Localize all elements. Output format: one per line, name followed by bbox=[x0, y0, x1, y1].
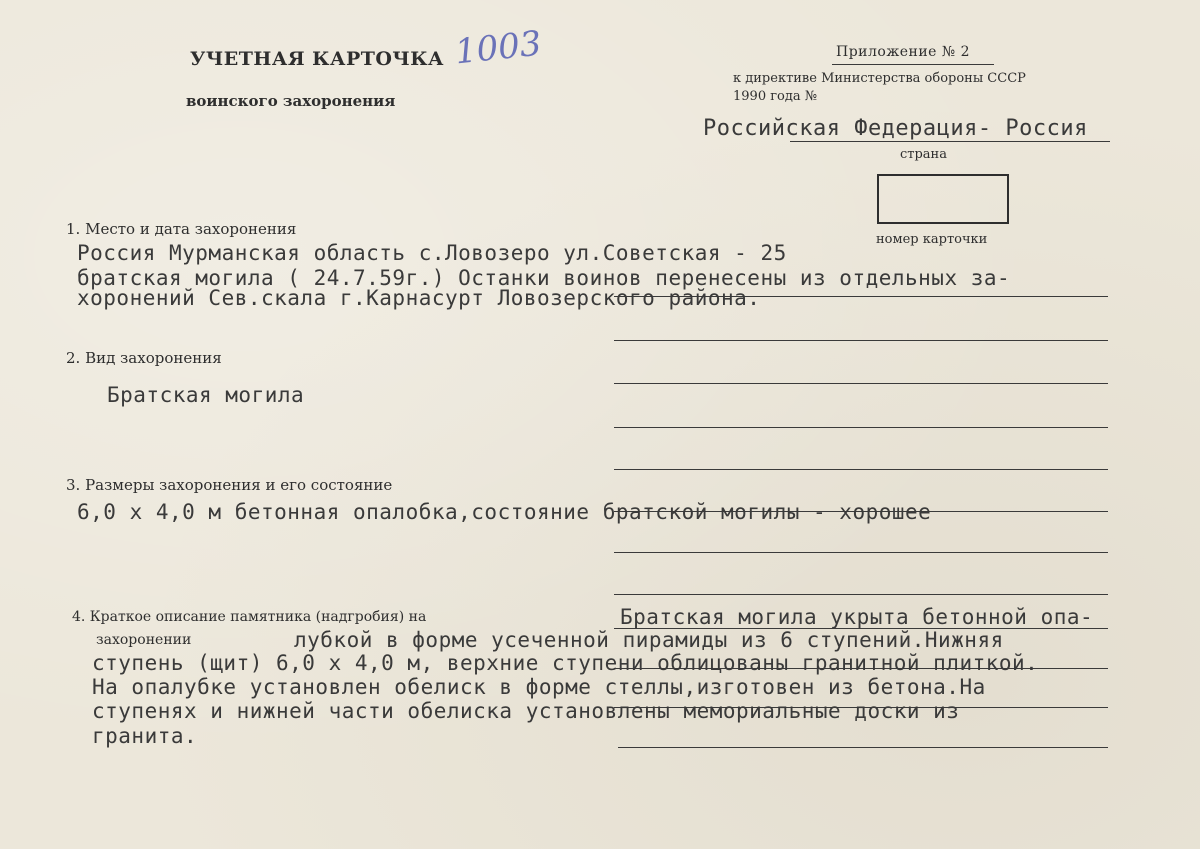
section-3-rule-3 bbox=[614, 594, 1108, 595]
appendix-label: Приложение № 2 bbox=[836, 44, 970, 60]
section-1-label: 1. Место и дата захоронения bbox=[66, 220, 297, 238]
country-value: Российская Федерация- Россия bbox=[703, 116, 1088, 141]
appendix-underline bbox=[832, 64, 994, 65]
section-4-rule-3 bbox=[614, 707, 1108, 708]
section-2-label: 2. Вид захоронения bbox=[66, 349, 222, 367]
directive-line-2: 1990 года № bbox=[733, 89, 818, 104]
section-4-line-3: ступень (щит) 6,0 х 4,0 м, верхние ступени облицованы гранитной плиткой. bbox=[92, 651, 1039, 675]
card-number-caption: номер карточки bbox=[876, 232, 988, 247]
section-4-label-cont: захоронении bbox=[96, 632, 192, 648]
card-number-box[interactable] bbox=[877, 174, 1009, 224]
form-subtitle: воинского захоронения bbox=[186, 92, 396, 110]
section-2-rule-1 bbox=[614, 383, 1108, 384]
section-4-rule-4 bbox=[618, 747, 1108, 748]
section-4-label: 4. Краткое описание памятника (надгробия) на bbox=[72, 609, 427, 625]
form-title: УЧЕТНАЯ КАРТОЧКА bbox=[190, 48, 445, 70]
section-1-line-3: хоронений Сев.скала г.Карнасурт Ловозерского района. bbox=[77, 286, 761, 310]
section-3-rule-1 bbox=[614, 511, 1108, 512]
handwritten-number: 1003 bbox=[453, 23, 544, 73]
section-1-line-2: братская могила ( 24.7.59г.) Останки воинов перенесены из отдельных за- bbox=[77, 266, 1011, 290]
section-4-line-5: ступенях и нижней части обелиска установлены мемориальные доски из bbox=[92, 699, 960, 723]
section-4-line-6: гранита. bbox=[92, 724, 198, 748]
directive-line-1: к директиве Министерства обороны СССР bbox=[733, 71, 1026, 86]
section-2-line-1: Братская могила bbox=[107, 383, 305, 407]
section-1-rule-1 bbox=[614, 296, 1108, 297]
section-1-rule-2 bbox=[614, 340, 1108, 341]
country-caption: страна bbox=[900, 147, 947, 162]
section-4-line-2: лубкой в форме усеченной пирамиды из 6 ступений.Нижняя bbox=[294, 628, 1004, 652]
section-4-rule-1 bbox=[614, 628, 1108, 629]
section-3-rule-2 bbox=[614, 552, 1108, 553]
section-2-rule-2 bbox=[614, 427, 1108, 428]
country-line bbox=[790, 141, 1110, 142]
section-4-line-4: На опалубке установлен обелиск в форме стеллы,изготовен из бетона.На bbox=[92, 675, 986, 699]
section-3-label: 3. Размеры захоронения и его состояние bbox=[66, 476, 393, 494]
section-4-rule-2 bbox=[614, 668, 1108, 669]
section-4-line-1: Братская могила укрыта бетонной опа- bbox=[620, 605, 1094, 629]
section-2-rule-3 bbox=[614, 469, 1108, 470]
section-3-line-1: 6,0 х 4,0 м бетонная опалобка,состояние братской могилы - хорошее bbox=[77, 500, 932, 524]
section-1-line-1: Россия Мурманская область с.Ловозеро ул.Советская - 25 bbox=[77, 241, 787, 265]
